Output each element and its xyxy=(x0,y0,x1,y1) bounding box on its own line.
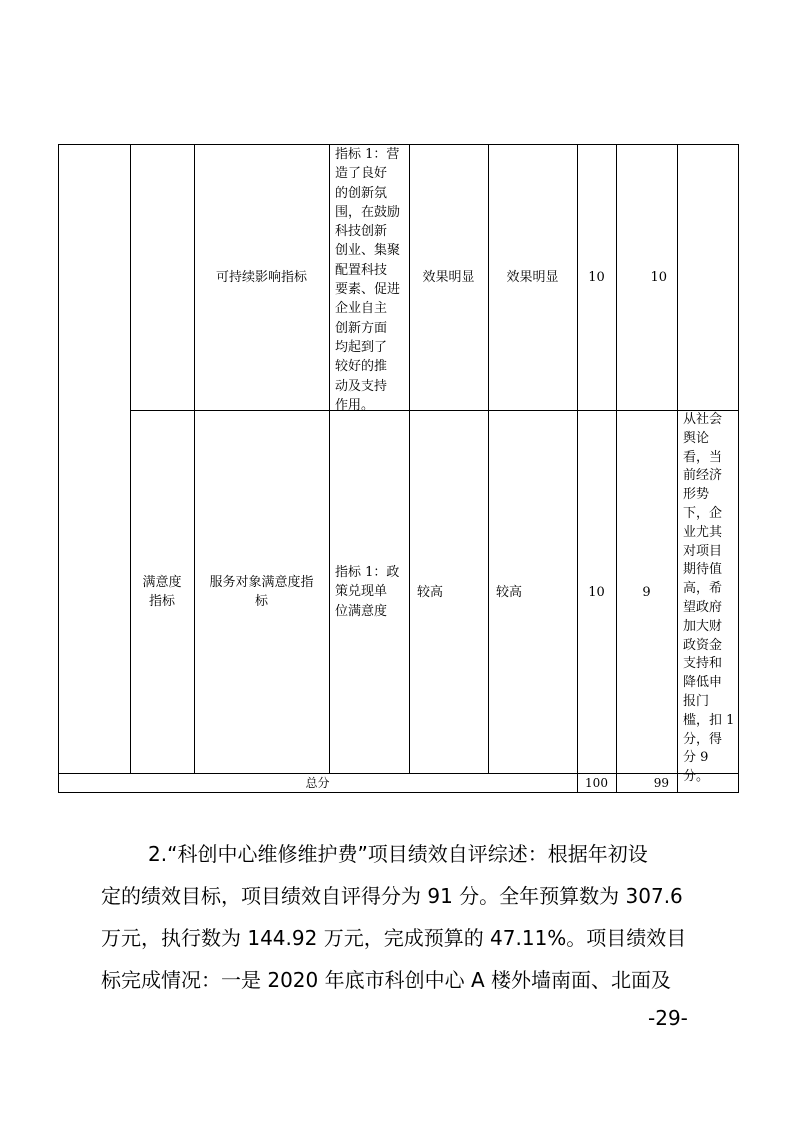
indicator-label: 可持续影响指标 xyxy=(215,270,307,285)
paragraph-line: 标完成情况：一是 2020 年底市科创中心 A 楼外墙南面、北面及 xyxy=(101,968,672,992)
remark-text: 从社会 舆论 看，当 前经济 形势 下，企 业尤其 对项目 期待值 高，希 望政府 加大财 政资金 支持和 降低申 报门 槛，扣 1 分，得 分 9 分。 xyxy=(683,412,735,785)
paragraph-line: 2.“科创中心维修维护费”项目绩效自评综述：根据年初设 xyxy=(148,842,648,866)
paragraph-line: 万元，执行数为 144.92 万元，完成预算的 47.11%。项目绩效目 xyxy=(101,926,687,950)
table-border-bottom xyxy=(58,792,739,793)
indicator-description: 指标 1：政 策兑现单 位满意度 xyxy=(335,565,400,619)
table-border-left xyxy=(58,144,59,793)
score-value: 9 xyxy=(642,584,651,600)
actual-value: 较高 xyxy=(496,584,523,600)
score-value: 10 xyxy=(650,270,667,285)
table-border-right xyxy=(738,144,739,793)
weight-value: 10 xyxy=(588,584,605,600)
actual-value: 效果明显 xyxy=(506,270,559,285)
total-label: 总分 xyxy=(305,775,330,790)
total-weight: 100 xyxy=(585,775,608,790)
indicator-label: 服务对象满意度指 标 xyxy=(209,575,314,609)
page-number: -29- xyxy=(648,1006,688,1030)
indicator-description: 指标 1：营 造了良好 的创新氛 围，在鼓励 科技创新 创业、集聚 配置科技 要素、促进 企业自主 创新方面 均起到了 较好的推 动及支持 作用。 xyxy=(335,147,401,413)
paragraph-line: 定的绩效目标，项目绩效自评得分为 91 分。全年预算数为 307.6 xyxy=(101,884,683,908)
indicator-category-label: 满意度 指标 xyxy=(142,575,182,609)
table-col-divider xyxy=(677,144,678,793)
weight-value: 10 xyxy=(588,270,605,285)
target-value: 较高 xyxy=(417,584,444,600)
table-row-sustainability xyxy=(194,145,329,410)
target-value: 效果明显 xyxy=(422,270,475,285)
total-score: 99 xyxy=(653,775,669,790)
